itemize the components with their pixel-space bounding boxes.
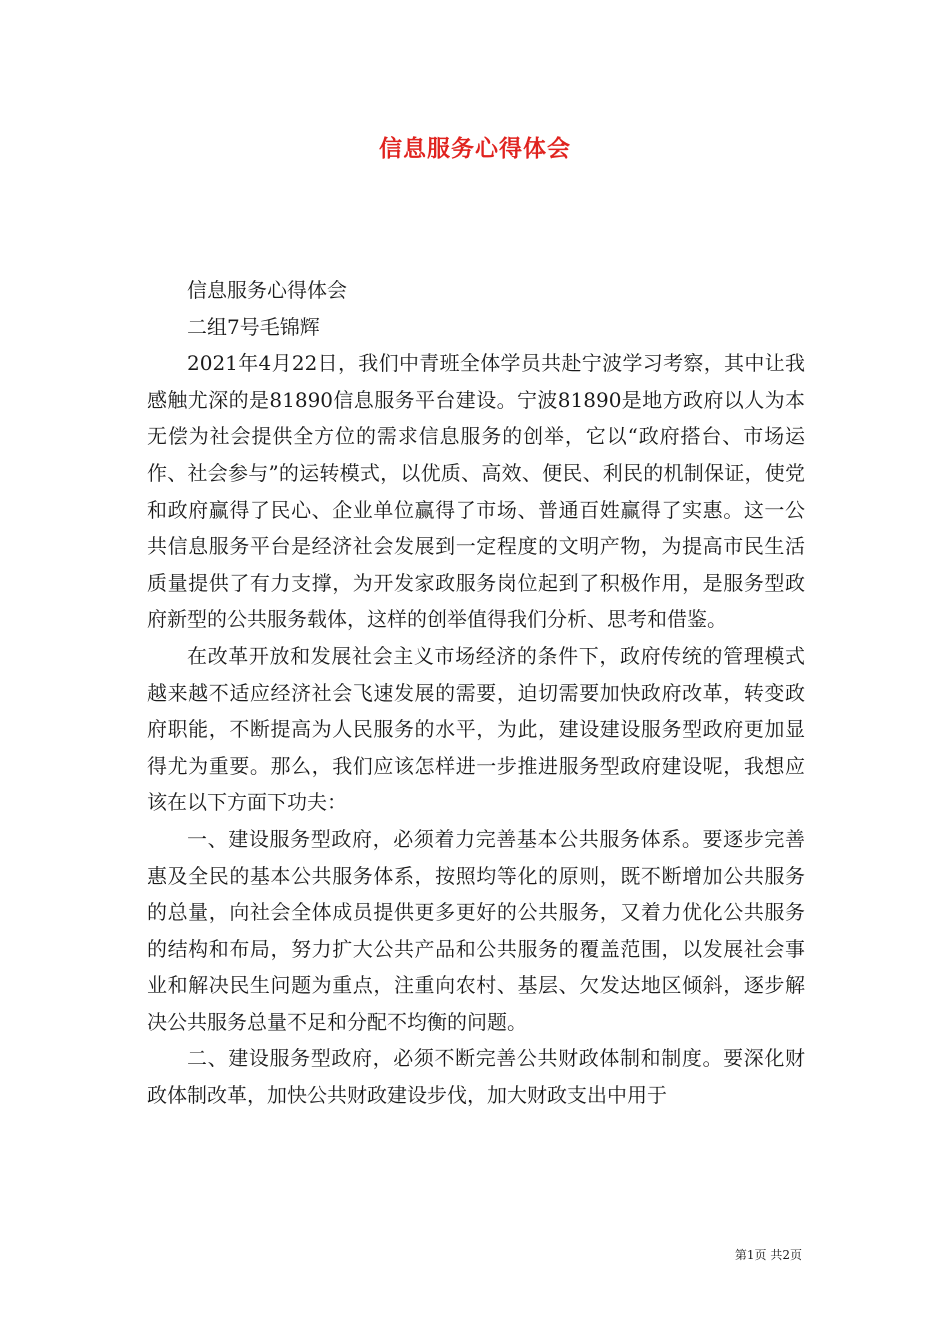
paragraph-context: 在改革开放和发展社会主义市场经济的条件下，政府传统的管理模式越来越不适应经济社会飞速发展的需要，迫切需要加快政府改革，转变政府职能，不断提高为人民服务的水平，为此，建设建设服务型政府更加显得尤为重要。那么，我们应该怎样进一步推进服务型政府建设呢，我想应该在以下方面下功夫： xyxy=(147,643,805,815)
paragraph-author: 二组7号毛锦辉 xyxy=(187,314,320,339)
paragraph-point-two: 二、建设服务型政府，必须不断完善公共财政体制和制度。要深化财政体制改革，加快公共财政建设步伐，加大财政支出中用于 xyxy=(147,1046,805,1108)
paragraph-point-one: 一、建设服务型政府，必须着力完善基本公共服务体系。要逐步完善惠及全民的基本公共服务体系，按照均等化的原则，既不断增加公共服务的总量，向社会全体成员提供更多更好的公共服务，又着力优化公共服务的结构和布局，努力扩大公共产品和公共服务的覆盖范围，以发展社会事业和解决民生问题为重点，注重向农村、基层、欠发达地区倾斜，逐步解决公共服务总量不足和分配不均衡的问题。 xyxy=(147,826,805,1034)
page-number-footer: 第1页 共2页 xyxy=(734,1248,802,1262)
document-body xyxy=(147,272,805,1114)
paragraph-subtitle: 信息服务心得体会 xyxy=(187,278,347,302)
page-title: 信息服务心得体会 xyxy=(379,135,571,162)
paragraph-intro: 2021年4月22日，我们中青班全体学员共赴宁波学习考察，其中让我感触尤深的是81890信息服务平台建设。宁波81890是地方政府以人为本无偿为社会提供全方位的需求信息服务的创举，它以“政府搭台、市场运作、社会参与”的运转模式，以优质、高效、便民、利民的机制保证，使党和政府赢得了民心、企业单位赢得了市场、普通百姓赢得了实惠。这一公共信息服务平台是经济社会发展到一定程度的文明产物，为提高市民生活质量提供了有力支撑，为开发家政服务岗位起到了积极作用，是服务型政府新型的公共服务载体，这样的创举值得我们分析、思考和借鉴。 xyxy=(147,351,805,632)
